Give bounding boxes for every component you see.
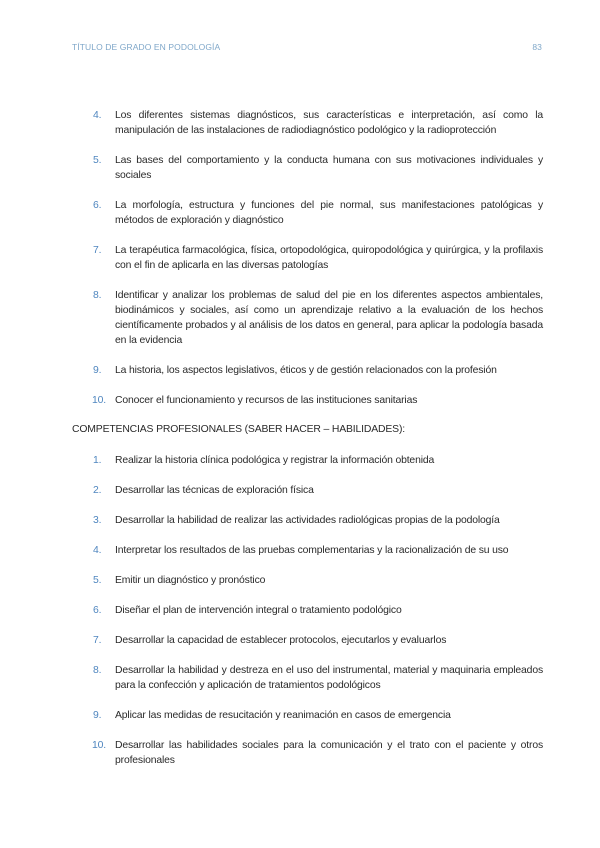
- list-item-b-9: [93, 708, 543, 723]
- list-item-text: La morfología, estructura y funciones del pie normal, sus manifestaciones patológicas y métodos de exploración y diagnóstico: [115, 200, 543, 226]
- list-item-text: Diseñar el plan de intervención integral o tratamiento podológico: [115, 605, 402, 616]
- list-item-number: 6.: [93, 200, 102, 211]
- list-item-b-6: [93, 603, 543, 618]
- list-item-text: Identificar y analizar los problemas de salud del pie en los diferentes aspectos ambientales, biodinámicos y sociales, así como un aprendizaje relativo a la evaluación de los hechos científicamente probados y al análisis de los datos en general, para aplicar la podología basada en la evidencia: [115, 290, 543, 346]
- list-item-number: 1.: [93, 455, 102, 466]
- list-item-b-8: [93, 663, 543, 693]
- list-item-b-4: [93, 543, 543, 558]
- list-item-text: Desarrollar la habilidad y destreza en el uso del instrumental, material y maquinaria empleados para la confección y aplicación de tratamientos podológicos: [115, 665, 543, 691]
- list-item-number: 4.: [93, 110, 102, 121]
- list-item-number: 6.: [93, 605, 102, 616]
- list-item-text: Los diferentes sistemas diagnósticos, sus características e interpretación, así como la manipulación de las instalaciones de radiodiagnóstico podológico y la radioprotección: [115, 110, 543, 136]
- list-item-b-3: [93, 513, 543, 528]
- list-item-number: 4.: [93, 545, 102, 556]
- list-item-text: La historia, los aspectos legislativos, éticos y de gestión relacionados con la profesión: [115, 365, 497, 376]
- list-item-a-8: [93, 288, 543, 348]
- list-item-number: 5.: [93, 575, 102, 586]
- list-item-text: La terapéutica farmacológica, física, ortopodológica, quiropodológica y quirúrgica, y la profilaxis con el fin de aplicarla en las diversas patologías: [115, 245, 543, 271]
- list-item-b-5: [93, 573, 543, 588]
- list-item-text: Desarrollar las habilidades sociales para la comunicación y el trato con el paciente y otros profesionales: [115, 740, 543, 766]
- list-item-number: 3.: [93, 515, 102, 526]
- list-item-text: Aplicar las medidas de resucitación y reanimación en casos de emergencia: [115, 710, 451, 721]
- list-item-text: Desarrollar las técnicas de exploración física: [115, 485, 314, 496]
- list-item-text: Desarrollar la capacidad de establecer protocolos, ejecutarlos y evaluarlos: [115, 635, 447, 646]
- running-header: [72, 42, 542, 54]
- list-item-number: 8.: [93, 290, 102, 301]
- list-item-text: Realizar la historia clínica podológica y registrar la información obtenida: [115, 455, 435, 466]
- list-item-number: 2.: [93, 485, 102, 496]
- list-item-b-2: [93, 483, 543, 498]
- list-item-a-7: [93, 243, 543, 273]
- list-item-text: Interpretar los resultados de las pruebas complementarias y la racionalización de su uso: [115, 545, 509, 556]
- page-number: 83: [532, 42, 542, 52]
- section-heading: COMPETENCIAS PROFESIONALES (SABER HACER – HABILIDADES):: [72, 424, 405, 435]
- list-item-number: 8.: [93, 665, 102, 676]
- list-item-b-10: [93, 738, 543, 768]
- list-item-text: Conocer el funcionamiento y recursos de las instituciones sanitarias: [115, 395, 418, 406]
- list-item-a-4: [93, 108, 543, 138]
- list-item-number: 9.: [93, 710, 102, 721]
- list-item-text: Las bases del comportamiento y la conducta humana con sus motivaciones individuales y sociales: [115, 155, 543, 181]
- list-item-number: 5.: [93, 155, 102, 166]
- list-item-text: Desarrollar la habilidad de realizar las actividades radiológicas propias de la podología: [115, 515, 500, 526]
- list-item-number: 7.: [93, 635, 102, 646]
- list-item-a-10: [93, 393, 543, 408]
- document-title: TÍTULO DE GRADO EN PODOLOGÍA: [72, 42, 221, 52]
- list-item-number: 10.: [92, 395, 106, 406]
- list-item-text: Emitir un diagnóstico y pronóstico: [115, 575, 266, 586]
- list-item-b-1: [93, 453, 543, 468]
- list-item-a-6: [93, 198, 543, 228]
- list-item-a-9: [93, 363, 543, 378]
- list-item-b-7: [93, 633, 543, 648]
- list-item-number: 9.: [93, 365, 102, 376]
- list-item-number: 10.: [92, 740, 106, 751]
- list-item-a-5: [93, 153, 543, 183]
- list-item-number: 7.: [93, 245, 102, 256]
